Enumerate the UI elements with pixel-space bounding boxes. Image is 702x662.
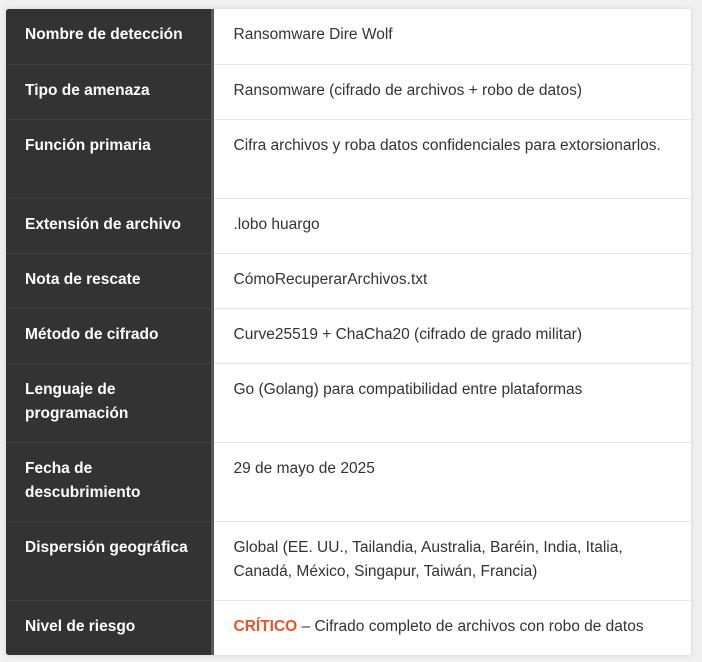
table-row — [6, 363, 691, 442]
row-value — [212, 600, 691, 655]
risk-description: – Cifrado completo de archivos con robo de datos — [297, 617, 644, 635]
table-row — [6, 198, 691, 253]
row-label: Lenguaje de programación — [6, 363, 212, 442]
row-value: CómoRecuperarArchivos.txt — [212, 253, 691, 308]
table-row — [6, 64, 691, 119]
table-row — [6, 9, 691, 64]
row-label: Función primaria — [6, 119, 212, 198]
row-label: Método de cifrado — [6, 308, 212, 363]
row-label: Nota de rescate — [6, 253, 212, 308]
row-label: Tipo de amenaza — [6, 64, 212, 119]
row-value: Cifra archivos y roba datos confidenciales para extorsionarlos. — [212, 119, 691, 198]
row-label: Dispersión geográfica — [6, 521, 212, 600]
info-card — [6, 9, 691, 655]
risk-level-badge: CRÍTICO — [233, 617, 298, 635]
table-row — [6, 521, 691, 600]
row-label: Nivel de riesgo — [6, 600, 212, 655]
table-row — [6, 119, 691, 198]
threat-summary-table — [6, 9, 691, 655]
table-row — [6, 442, 691, 521]
row-label: Extensión de archivo — [6, 198, 212, 253]
row-label: Nombre de detección — [6, 9, 212, 64]
row-value: Curve25519 + ChaCha20 (cifrado de grado militar) — [212, 308, 691, 363]
row-value: Go (Golang) para compatibilidad entre plataformas — [212, 363, 691, 442]
row-label: Fecha de descubrimiento — [6, 442, 212, 521]
row-value: Global (EE. UU., Tailandia, Australia, Baréin, India, Italia, Canadá, México, Singapur, Taiwán, Francia) — [212, 521, 691, 600]
row-value: Ransomware (cifrado de archivos + robo de datos) — [212, 64, 691, 119]
row-value: Ransomware Dire Wolf — [212, 9, 691, 64]
row-value: 29 de mayo de 2025 — [212, 442, 691, 521]
table-row — [6, 308, 691, 363]
table-row — [6, 600, 691, 655]
table-row — [6, 253, 691, 308]
row-value: .lobo huargo — [212, 198, 691, 253]
